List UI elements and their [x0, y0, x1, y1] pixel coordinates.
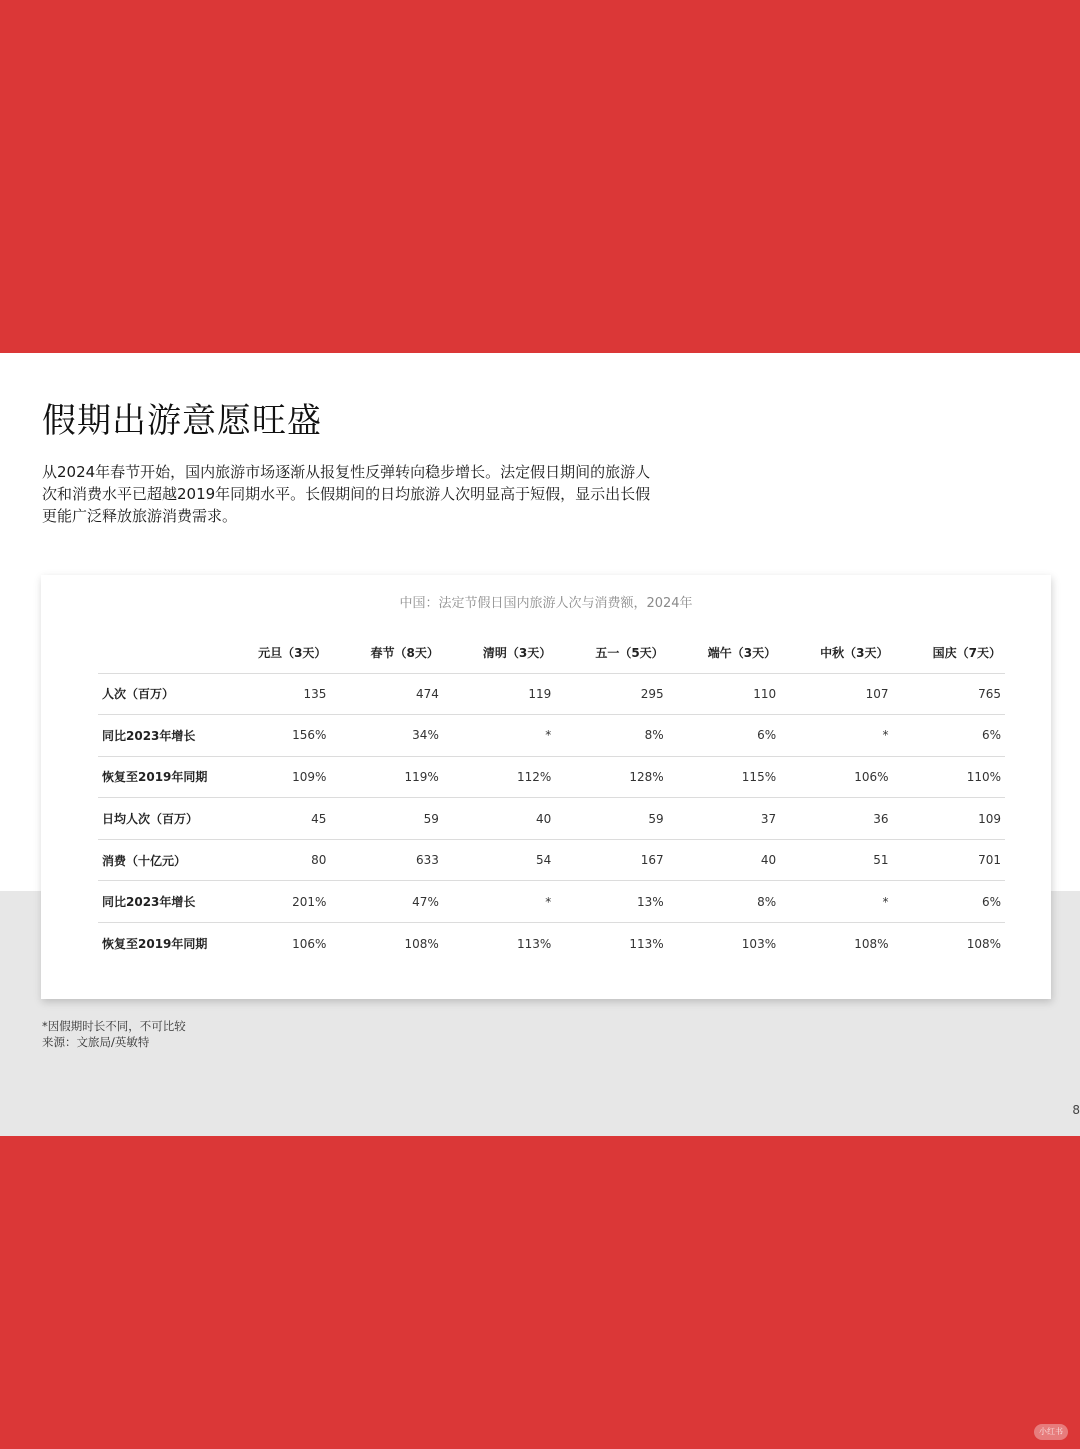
header-cell: 中秋（3天）	[820, 646, 889, 661]
table-cell: 128%	[555, 756, 667, 798]
table-cell: 108%	[330, 923, 442, 965]
table-cell: 13%	[555, 881, 667, 923]
table-cell: 8%	[668, 881, 780, 923]
table-cell: *	[780, 881, 892, 923]
table-row	[98, 839, 1005, 881]
comparability-footnote: *因假期时长不同，不可比较	[42, 1019, 186, 1033]
table-cell: 115%	[668, 756, 780, 798]
table-cell: 633	[330, 839, 442, 881]
table-cell: 45	[218, 798, 330, 840]
intro-paragraph: 从2024年春节开始，国内旅游市场逐渐从报复性反弹转向稳步增长。法定假日期间的旅游人次和消费水平已超越2019年同期水平。长假期间的日均旅游人次明显高于短假，显示出长假更能广泛释放旅游消费需求。	[42, 463, 651, 525]
table-cell: 108%	[780, 923, 892, 965]
table-row	[98, 881, 1005, 923]
table-row	[98, 756, 1005, 798]
row-label: 同比2023年增长	[98, 881, 218, 923]
table-cell: 103%	[668, 923, 780, 965]
table-cell: 51	[780, 839, 892, 881]
table-row	[98, 715, 1005, 757]
table-cell: 8%	[555, 715, 667, 757]
table-cell: 47%	[330, 881, 442, 923]
header-cell: 五一（5天）	[595, 646, 664, 661]
watermark-badge: 小红书	[1034, 1424, 1068, 1440]
table-cell: 40	[668, 839, 780, 881]
header-cell: 春节（8天）	[370, 646, 439, 661]
table-cell: *	[780, 715, 892, 757]
table-cell: 106%	[780, 756, 892, 798]
table-cell: 474	[330, 673, 442, 715]
table-cell: 106%	[218, 923, 330, 965]
table-cell: 59	[555, 798, 667, 840]
table-cell: 110	[668, 673, 780, 715]
table-card	[41, 575, 1051, 999]
row-label: 同比2023年增长	[98, 715, 218, 757]
table-cell: 80	[218, 839, 330, 881]
page-title: 假期出游意愿旺盛	[42, 401, 322, 441]
table-cell: 113%	[443, 923, 555, 965]
holiday-tourism-table	[98, 633, 1005, 964]
table-cell: 110%	[893, 756, 1005, 798]
table-cell: 109	[893, 798, 1005, 840]
table-cell: 119%	[330, 756, 442, 798]
table-cell: 109%	[218, 756, 330, 798]
table-cell: 40	[443, 798, 555, 840]
table-cell: 37	[668, 798, 780, 840]
header-cell: 端午（3天）	[707, 646, 777, 661]
table-row	[98, 798, 1005, 840]
header-cell: 元旦（3天）	[258, 646, 327, 661]
table-cell: 701	[893, 839, 1005, 881]
report-page	[0, 353, 1080, 1136]
table-cell: 135	[218, 673, 330, 715]
table-row	[98, 673, 1005, 715]
row-label: 日均人次（百万）	[98, 798, 218, 840]
row-label: 恢复至2019年同期	[98, 923, 218, 965]
table-cell: *	[443, 715, 555, 757]
row-label: 恢复至2019年同期	[98, 756, 218, 798]
source-note: 来源：文旅局/英敏特	[42, 1035, 150, 1049]
table-cell: 36	[780, 798, 892, 840]
table-cell: *	[443, 881, 555, 923]
table-cell: 113%	[555, 923, 667, 965]
page-number: 8	[1072, 1103, 1080, 1117]
table-cell: 156%	[218, 715, 330, 757]
header-cell: 清明（3天）	[482, 646, 552, 661]
top-red-band	[0, 0, 1080, 353]
footnotes	[42, 1018, 186, 1050]
table-cell: 119	[443, 673, 555, 715]
header-cell-corner	[98, 633, 218, 673]
table-cell: 59	[330, 798, 442, 840]
bottom-red-band	[0, 1136, 1080, 1449]
header-cell: 国庆（7天）	[932, 646, 1001, 661]
table-cell: 108%	[893, 923, 1005, 965]
table-cell: 6%	[893, 715, 1005, 757]
row-label: 消费（十亿元）	[98, 839, 218, 881]
table-cell: 201%	[218, 881, 330, 923]
table-cell: 34%	[330, 715, 442, 757]
table-header-row	[98, 633, 1005, 673]
table-cell: 54	[443, 839, 555, 881]
table-title: 中国：法定节假日国内旅游人次与消费额，2024年	[399, 596, 693, 611]
table-cell: 765	[893, 673, 1005, 715]
table-cell: 6%	[893, 881, 1005, 923]
table-cell: 167	[555, 839, 667, 881]
table-cell: 295	[555, 673, 667, 715]
table-cell: 6%	[668, 715, 780, 757]
table-cell: 107	[780, 673, 892, 715]
row-label: 人次（百万）	[98, 673, 218, 715]
table-cell: 112%	[443, 756, 555, 798]
table-row	[98, 923, 1005, 965]
